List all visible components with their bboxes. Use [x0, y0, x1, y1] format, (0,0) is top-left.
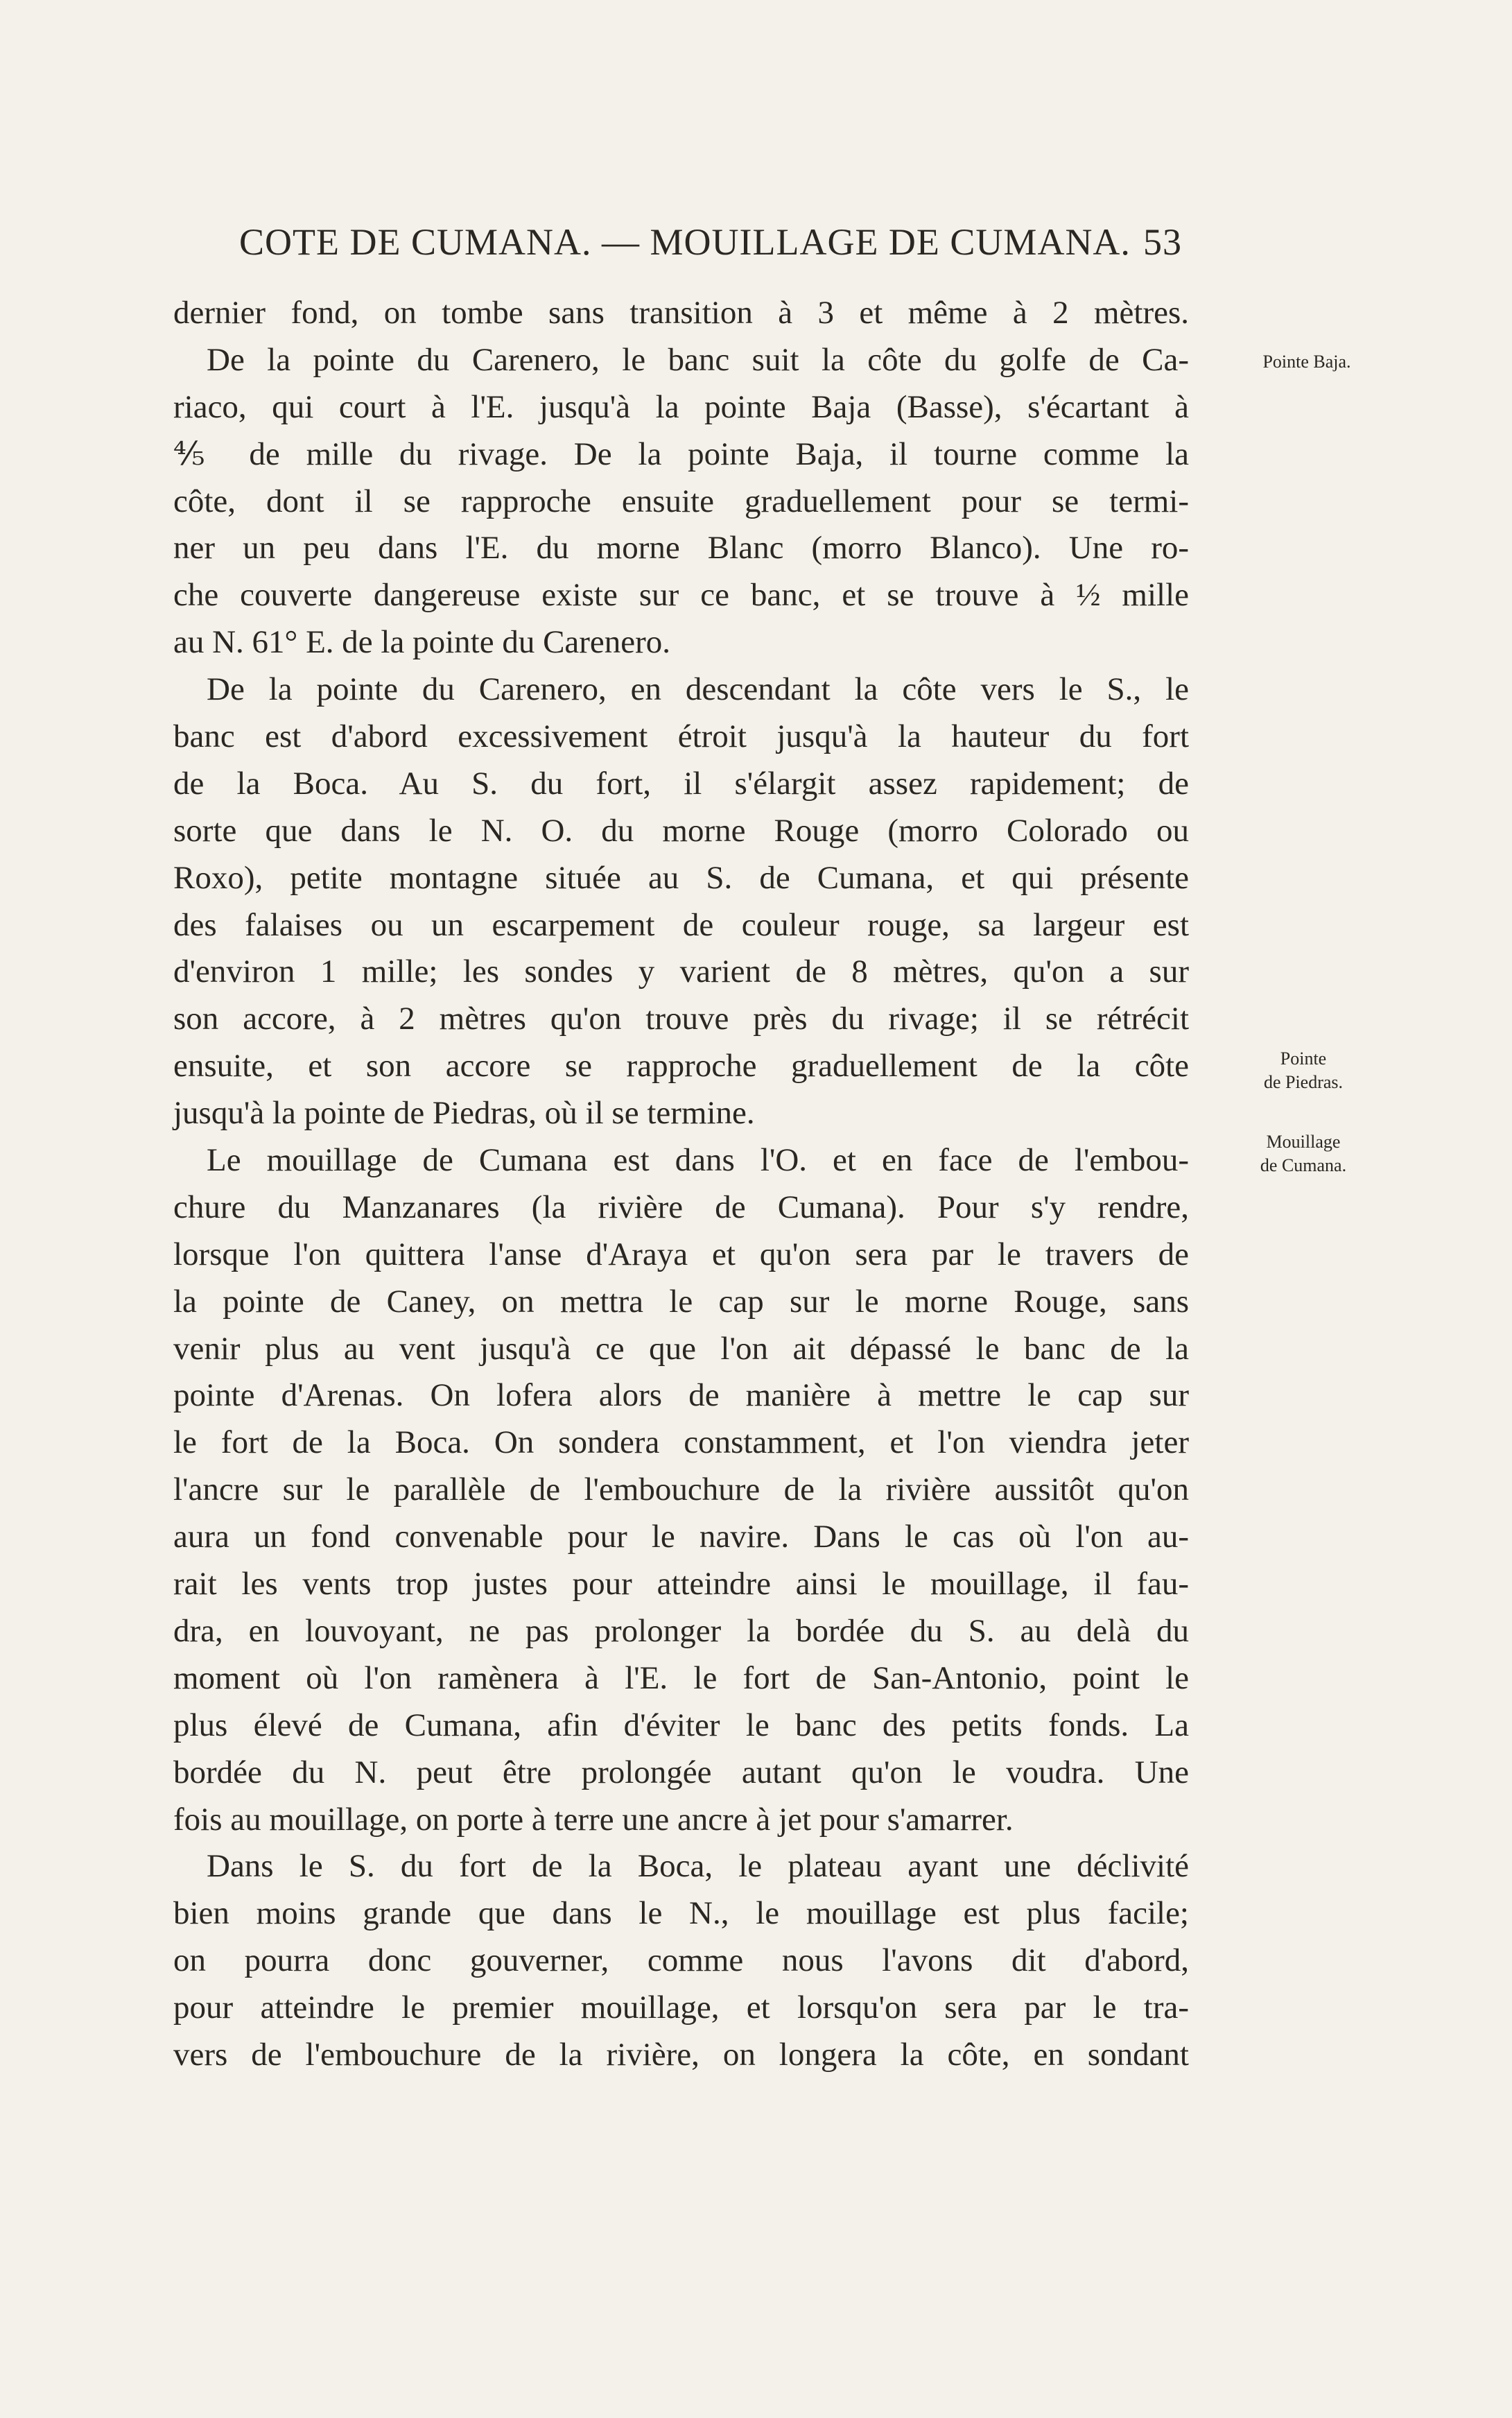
margin-note-text: Mouillage	[1266, 1132, 1341, 1152]
text-line: l'ancre sur le parallèle de l'embouchure de la rivière aussitôt qu'on	[173, 1471, 1189, 1508]
margin-note-mouillage	[1231, 1130, 1376, 1177]
text-line: ⅘ de mille du rivage. De la pointe Baja, il tourne comme la	[173, 435, 1189, 472]
text-line: plus élevé de Cumana, afin d'éviter le banc des petits fonds. La	[173, 1707, 1189, 1743]
text-line: d'environ 1 mille; les sondes y varient de 8 mètres, qu'on a sur	[173, 953, 1189, 990]
text-line: riaco, qui court à l'E. jusqu'à la pointe Baja (Basse), s'écartant à	[173, 388, 1189, 425]
running-header	[239, 221, 1182, 276]
text-line: fois au mouillage, on porte à terre une ancre à jet pour s'amarrer.	[173, 1801, 1014, 1838]
text-line: pointe d'Arenas. On lofera alors de manière à mettre le cap sur	[173, 1377, 1189, 1414]
body-text	[173, 290, 1189, 2079]
margin-note-text: Pointe Baja.	[1262, 352, 1351, 372]
page-number: 53	[1143, 221, 1182, 263]
text-line: de la Boca. Au S. du fort, il s'élargit assez rapidement; de	[173, 765, 1189, 802]
text-line: jusqu'à la pointe de Piedras, où il se termine.	[173, 1095, 755, 1132]
text-line: rait les vents trop justes pour atteindre ainsi le mouillage, il fau-	[173, 1566, 1189, 1603]
text-line: bien moins grande que dans le N., le mouillage est plus facile;	[173, 1895, 1189, 1932]
text-line: venir plus au vent jusqu'à ce que l'on ait dépassé le banc de la	[173, 1330, 1189, 1367]
text-line: Dans le S. du fort de la Boca, le plateau ayant une déclivité	[207, 1848, 1189, 1885]
text-line: lorsque l'on quittera l'anse d'Araya et qu'on sera par le travers de	[173, 1236, 1189, 1272]
text-line: le fort de la Boca. On sondera constamment, et l'on viendra jeter	[173, 1424, 1189, 1461]
text-line: Roxo), petite montagne située au S. de Cumana, et qui présente	[173, 859, 1189, 896]
text-line: moment où l'on ramènera à l'E. le fort de San-Antonio, point le	[173, 1659, 1189, 1696]
text-line: dernier fond, on tombe sans transition à 3 et même à 2 mètres.	[173, 295, 1189, 331]
margin-note-pointe-baja	[1234, 350, 1380, 374]
margin-note-pointe-piedras	[1231, 1047, 1376, 1094]
text-line: vers de l'embouchure de la rivière, on longera la côte, en sondant	[173, 2036, 1189, 2073]
running-title: COTE DE CUMANA. — MOUILLAGE DE CUMANA.	[239, 221, 1131, 263]
text-line: De la pointe du Carenero, en descendant la côte vers le S., le	[207, 671, 1189, 708]
text-line: la pointe de Caney, on mettra le cap sur le morne Rouge, sans	[173, 1283, 1189, 1320]
text-line: chure du Manzanares (la rivière de Cumana). Pour s'y rendre,	[173, 1189, 1189, 1225]
text-line: aura un fond convenable pour le navire. Dans le cas où l'on au-	[173, 1519, 1189, 1555]
text-line: De la pointe du Carenero, le banc suit la côte du golfe de Ca-	[207, 341, 1189, 378]
text-line: au N. 61° E. de la pointe du Carenero.	[173, 624, 671, 661]
text-line: banc est d'abord excessivement étroit jusqu'à la hauteur du fort	[173, 718, 1189, 755]
text-line: dra, en louvoyant, ne pas prolonger la bordée du S. au delà du	[173, 1612, 1189, 1649]
text-line: ensuite, et son accore se rapproche graduellement de la côte	[173, 1048, 1189, 1085]
text-line: ner un peu dans l'E. du morne Blanc (morro Blanco). Une ro-	[173, 530, 1189, 567]
margin-note-text: de Piedras.	[1263, 1072, 1344, 1092]
text-line: che couverte dangereuse existe sur ce banc, et se trouve à ½ mille	[173, 577, 1189, 614]
text-line: sorte que dans le N. O. du morne Rouge (morro Colorado ou	[173, 812, 1189, 849]
text-line: Le mouillage de Cumana est dans l'O. et en face de l'embou-	[207, 1142, 1189, 1179]
text-line: côte, dont il se rapproche ensuite graduellement pour se termi-	[173, 483, 1189, 519]
margin-note-text: de Cumana.	[1260, 1155, 1347, 1175]
text-line: son accore, à 2 mètres qu'on trouve près du rivage; il se rétrécit	[173, 1001, 1189, 1037]
text-line: des falaises ou un escarpement de couleur rouge, sa largeur est	[173, 906, 1189, 943]
text-line: pour atteindre le premier mouillage, et lorsqu'on sera par le tra-	[173, 1989, 1189, 2026]
text-line: bordée du N. peut être prolongée autant qu'on le voudra. Une	[173, 1754, 1189, 1790]
margin-note-text: Pointe	[1280, 1048, 1327, 1069]
text-line: on pourra donc gouverner, comme nous l'avons dit d'abord,	[173, 1942, 1189, 1979]
